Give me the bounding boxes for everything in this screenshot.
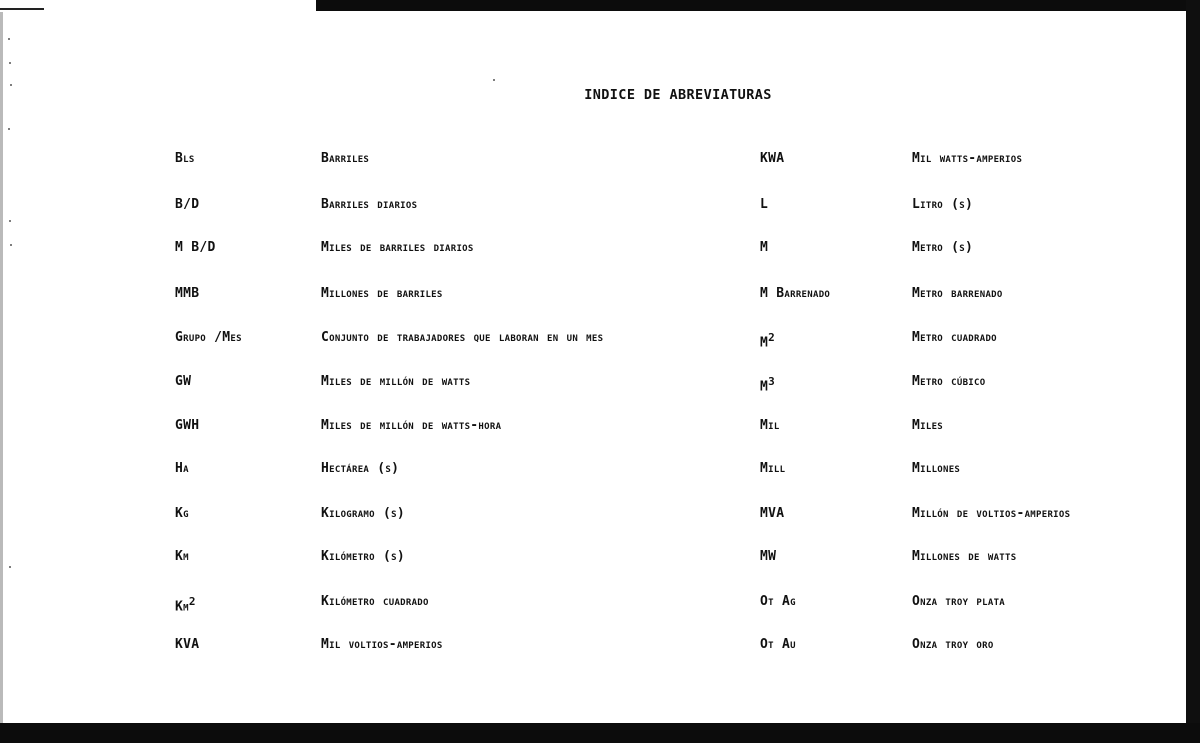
abbreviation-term: M: [760, 240, 769, 255]
abbreviation-term: Ha: [175, 461, 189, 476]
frame-bottom-border: [0, 723, 1200, 743]
abbreviation-definition: Miles de millón de watts-hora: [321, 418, 502, 433]
abbreviation-definition: Millones: [912, 461, 961, 476]
scan-speck: [8, 38, 10, 40]
abbreviation-definition: Onza troy oro: [912, 637, 994, 652]
scan-speck: [9, 220, 11, 222]
abbreviation-definition: Barriles diarios: [321, 197, 418, 212]
scan-speck: [10, 244, 12, 246]
abbreviation-definition: Kilómetro (s): [321, 549, 405, 564]
abbreviation-definition: Kilogramo (s): [321, 506, 405, 521]
abbreviation-term: GW: [175, 374, 192, 389]
abbreviation-definition: Millones de watts: [912, 549, 1017, 564]
abbreviation-definition: Mil watts-amperios: [912, 151, 1023, 166]
abbreviation-term: MW: [760, 549, 777, 564]
abbreviation-definition: Metro cúbico: [912, 374, 986, 389]
abbreviation-definition: Millón de voltios-amperios: [912, 506, 1071, 521]
frame-right-border: [1186, 0, 1200, 743]
scan-speck: [8, 128, 10, 130]
abbreviation-term: B/D: [175, 197, 200, 212]
frame-left-border: [0, 12, 3, 723]
abbreviation-term: Grupo /Mes: [175, 330, 242, 345]
abbreviation-definition: Barriles: [321, 151, 370, 166]
abbreviation-term: Mil: [760, 418, 780, 433]
abbreviation-term: MMB: [175, 286, 200, 301]
abbreviation-term: KVA: [175, 637, 200, 652]
abbreviation-term: Ot Ag: [760, 594, 796, 609]
abbreviation-term: Km: [175, 549, 189, 564]
scan-speck: [9, 62, 11, 64]
abbreviation-term: Km$^2$: [175, 595, 196, 615]
abbreviation-term: MVA: [760, 506, 785, 521]
frame-top-border: [316, 0, 1200, 11]
abbreviation-term: $M^2$: [760, 331, 776, 351]
abbreviation-term: $M^3$: [760, 375, 776, 395]
abbreviation-definition: Metro barrenado: [912, 286, 1003, 301]
scan-speck: [10, 84, 12, 86]
abbreviation-definition: Conjunto de trabajadores que laboran en un mes: [321, 330, 604, 345]
abbreviation-term: M Barrenado: [760, 286, 831, 301]
abbreviation-term: Mill: [760, 461, 786, 476]
abbreviation-definition: Onza troy plata: [912, 594, 1006, 609]
abbreviation-term: M B/D: [175, 240, 216, 255]
abbreviation-term: L: [760, 197, 769, 212]
page-title: INDICE DE ABREVIATURAS: [584, 87, 772, 103]
abbreviation-definition: Miles: [912, 418, 944, 433]
abbreviation-definition: Miles de millón de watts: [321, 374, 471, 389]
abbreviation-definition: Litro (s): [912, 197, 974, 212]
abbreviation-definition: Miles de barriles diarios: [321, 240, 474, 255]
abbreviation-definition: Metro (s): [912, 240, 974, 255]
abbreviation-term: Bls: [175, 151, 195, 166]
scan-speck: [9, 566, 11, 568]
abbreviation-term: Kg: [175, 506, 189, 521]
frame-top-stub: [0, 8, 44, 10]
abbreviation-term: GWH: [175, 418, 200, 433]
abbreviation-definition: Mil voltios-amperios: [321, 637, 443, 652]
abbreviation-definition: Millones de barriles: [321, 286, 443, 301]
abbreviation-term: KWA: [760, 151, 785, 166]
abbreviation-definition: Metro cuadrado: [912, 330, 997, 345]
abbreviation-definition: Hectárea (s): [321, 461, 400, 476]
abbreviation-term: Ot Au: [760, 637, 796, 652]
scan-speck: [493, 79, 495, 81]
abbreviation-definition: Kilómetro cuadrado: [321, 594, 429, 609]
